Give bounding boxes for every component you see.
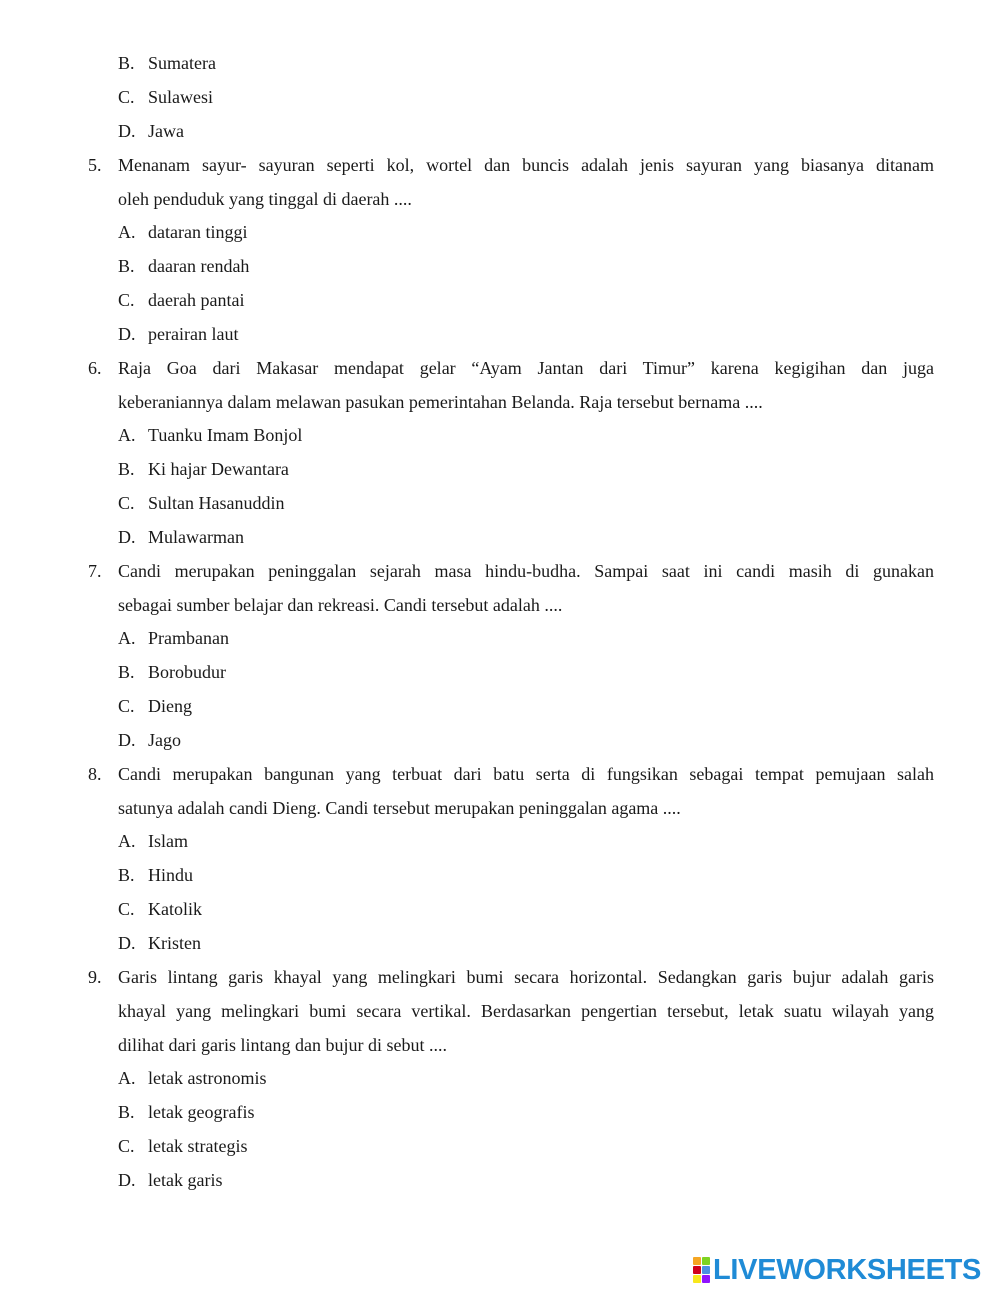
option-letter: D.	[118, 527, 136, 547]
option-text: Islam	[148, 831, 188, 851]
option-letter: B.	[118, 865, 135, 885]
option-letter: B.	[118, 53, 135, 73]
question-number: 6.	[88, 358, 102, 378]
option-letter: B.	[118, 459, 135, 479]
question-line: Candi merupakan peninggalan sejarah masa hindu-budha. Sampai saat ini candi masih di gunakan	[118, 561, 934, 581]
option-letter: B.	[118, 256, 135, 276]
question-number: 5.	[88, 155, 102, 175]
option-text: Ki hajar Dewantara	[148, 459, 289, 479]
question-line: Candi merupakan bangunan yang terbuat dari batu serta di fungsikan sebagai tempat pemujaan salah	[118, 764, 934, 784]
question-line: Menanam sayur- sayuran seperti kol, wortel dan buncis adalah jenis sayuran yang biasanya ditanam	[118, 155, 934, 175]
option-text: daaran rendah	[148, 256, 250, 276]
option-letter: D.	[118, 324, 136, 344]
option-d-q6[interactable]	[118, 526, 244, 548]
option-letter: C.	[118, 87, 135, 107]
question-text-7	[118, 560, 934, 628]
option-text: letak strategis	[148, 1136, 248, 1156]
option-a-q5[interactable]	[118, 221, 247, 243]
option-letter: B.	[118, 662, 135, 682]
option-b-q4[interactable]	[118, 52, 216, 74]
option-letter: C.	[118, 493, 135, 513]
logo-mark-tile	[693, 1257, 701, 1265]
question-number: 8.	[88, 764, 102, 784]
option-text: Tuanku Imam Bonjol	[148, 425, 303, 445]
question-line: oleh penduduk yang tinggal di daerah ....	[118, 189, 412, 209]
option-a-q6[interactable]	[118, 424, 302, 446]
option-text: Jawa	[148, 121, 184, 141]
option-letter: C.	[118, 1136, 135, 1156]
option-text: Borobudur	[148, 662, 226, 682]
option-c-q8[interactable]	[118, 898, 202, 920]
option-c-q4[interactable]	[118, 86, 213, 108]
option-letter: A.	[118, 425, 136, 445]
option-letter: C.	[118, 290, 135, 310]
logo-mark-tile	[702, 1266, 710, 1274]
option-text: Jago	[148, 730, 181, 750]
question-line: satunya adalah candi Dieng. Candi tersebut merupakan peninggalan agama ....	[118, 798, 681, 818]
option-text: perairan laut	[148, 324, 239, 344]
option-text: Dieng	[148, 696, 192, 716]
question-number: 7.	[88, 561, 102, 581]
option-d-q7[interactable]	[118, 729, 181, 751]
question-line: keberaniannya dalam melawan pasukan pemerintahan Belanda. Raja tersebut bernama ....	[118, 392, 763, 412]
option-text: Sulawesi	[148, 87, 213, 107]
question-line: Raja Goa dari Makasar mendapat gelar “Ayam Jantan dari Timur” karena kegigihan dan juga	[118, 358, 934, 378]
option-letter: A.	[118, 1068, 136, 1088]
question-number: 9.	[88, 967, 102, 987]
option-letter: A.	[118, 222, 136, 242]
question-text-8	[118, 763, 934, 831]
option-a-q9[interactable]	[118, 1067, 266, 1089]
option-text: daerah pantai	[148, 290, 245, 310]
question-line: dilihat dari garis lintang dan bujur di sebut ....	[118, 1035, 447, 1055]
option-letter: C.	[118, 899, 135, 919]
option-letter: D.	[118, 121, 136, 141]
option-text: Sumatera	[148, 53, 216, 73]
question-line: sebagai sumber belajar dan rekreasi. Candi tersebut adalah ....	[118, 595, 563, 615]
brand-name: LIVEWORKSHEETS	[713, 1253, 982, 1286]
option-a-q8[interactable]	[118, 830, 188, 852]
option-c-q6[interactable]	[118, 492, 285, 514]
liveworksheets-logo[interactable]	[693, 1253, 982, 1286]
option-letter: A.	[118, 831, 136, 851]
option-c-q7[interactable]	[118, 695, 192, 717]
option-letter: A.	[118, 628, 136, 648]
option-b-q7[interactable]	[118, 661, 226, 683]
question-text-6	[118, 357, 934, 425]
option-b-q9[interactable]	[118, 1101, 254, 1123]
option-c-q9[interactable]	[118, 1135, 247, 1157]
option-text: Sultan Hasanuddin	[148, 493, 285, 513]
option-b-q8[interactable]	[118, 864, 193, 886]
option-d-q5[interactable]	[118, 323, 238, 345]
liveworksheets-mark-icon	[693, 1257, 710, 1283]
option-letter: D.	[118, 730, 136, 750]
option-d-q9[interactable]	[118, 1169, 222, 1191]
option-b-q6[interactable]	[118, 458, 289, 480]
logo-mark-tile	[693, 1266, 701, 1274]
option-letter: B.	[118, 1102, 135, 1122]
option-d-q8[interactable]	[118, 932, 201, 954]
option-text: letak geografis	[148, 1102, 255, 1122]
option-text: Prambanan	[148, 628, 229, 648]
option-text: dataran tinggi	[148, 222, 248, 242]
question-text-9	[118, 966, 934, 1068]
option-c-q5[interactable]	[118, 289, 244, 311]
option-a-q7[interactable]	[118, 627, 229, 649]
option-b-q5[interactable]	[118, 255, 249, 277]
option-text: letak garis	[148, 1170, 223, 1190]
option-letter: D.	[118, 1170, 136, 1190]
question-text-5	[118, 154, 934, 222]
option-text: letak astronomis	[148, 1068, 267, 1088]
logo-mark-tile	[693, 1275, 701, 1283]
option-text: Katolik	[148, 899, 202, 919]
option-text: Kristen	[148, 933, 201, 953]
logo-mark-tile	[702, 1257, 710, 1265]
option-letter: C.	[118, 696, 135, 716]
option-text: Hindu	[148, 865, 193, 885]
option-text: Mulawarman	[148, 527, 244, 547]
question-line: Garis lintang garis khayal yang melingkari bumi secara horizontal. Sedangkan garis bujur adalah garis	[118, 967, 934, 987]
question-line: khayal yang melingkari bumi secara vertikal. Berdasarkan pengertian tersebut, letak suatu wilayah yang	[118, 1001, 934, 1021]
option-letter: D.	[118, 933, 136, 953]
logo-mark-tile	[702, 1275, 710, 1283]
option-d-q4[interactable]	[118, 120, 184, 142]
